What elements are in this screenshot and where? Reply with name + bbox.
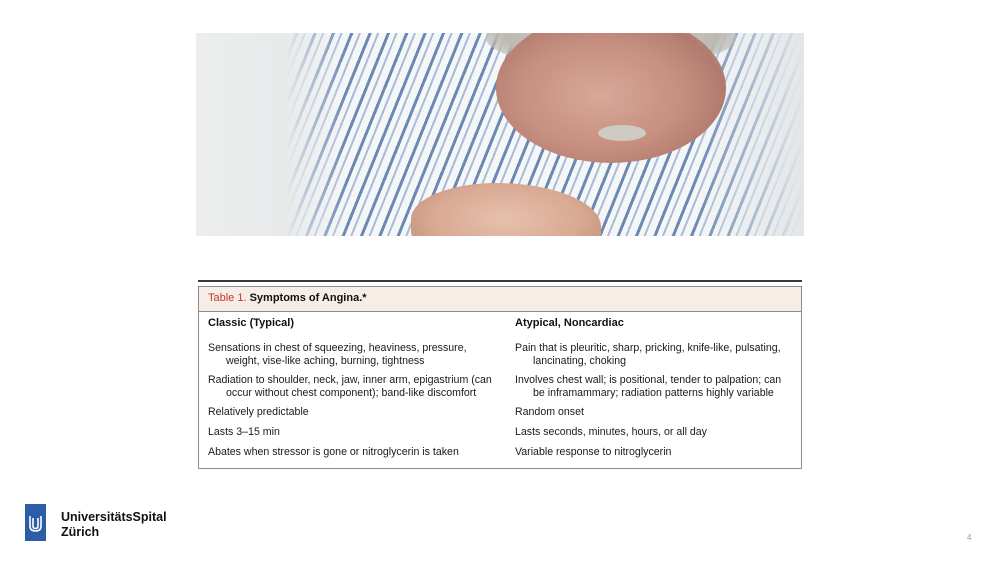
- table-cell: Lasts 3–15 min: [208, 426, 280, 438]
- table-top-rule: [198, 280, 802, 282]
- cell-line: Radiation to shoulder, neck, jaw, inner arm, epigastrium (can: [208, 374, 492, 386]
- cell-line: occur without chest component); band-like discomfort: [226, 387, 477, 399]
- angina-symptoms-table: [198, 280, 802, 470]
- cell-line: Sensations in chest of squeezing, heaviness, pressure,: [208, 342, 467, 354]
- logo-line-2: Zürich: [61, 525, 100, 539]
- table-body: [198, 310, 802, 469]
- page-number: 4: [967, 533, 972, 542]
- table-cell: Abates when stressor is gone or nitroglycerin is taken: [208, 446, 459, 458]
- usz-logo-text: [61, 510, 167, 540]
- table-cell: Relatively predictable: [208, 406, 309, 418]
- usz-logo: [25, 504, 185, 544]
- cell-line: be inframammary; radiation patterns highly variable: [533, 387, 774, 399]
- cell-line: Involves chest wall; is positional, tender to palpation; can: [515, 374, 782, 386]
- table-cell: Variable response to nitroglycerin: [515, 446, 672, 458]
- table-cell: [208, 374, 492, 400]
- table-cell: Lasts seconds, minutes, hours, or all day: [515, 426, 707, 438]
- table-caption-bar: [198, 286, 802, 312]
- cell-line: Pain that is pleuritic, sharp, pricking, knife-like, pulsating,: [515, 342, 781, 354]
- table-caption: [208, 292, 367, 304]
- column-header-atypical: Atypical, Noncardiac: [515, 317, 624, 329]
- cell-line: weight, vise-like aching, burning, tightness: [226, 355, 425, 367]
- table-caption-title: Symptoms of Angina.*: [249, 292, 367, 304]
- table-cell: Random onset: [515, 406, 584, 418]
- cell-line: lancinating, choking: [533, 355, 627, 367]
- column-header-typical: Classic (Typical): [208, 317, 294, 329]
- table-cell: [208, 342, 467, 368]
- table-cell: [515, 342, 781, 368]
- table-caption-number: Table 1.: [208, 292, 247, 304]
- logo-line-1: UniversitätsSpital: [61, 510, 167, 524]
- angina-photo: [196, 33, 804, 236]
- table-cell: [515, 374, 781, 400]
- usz-logo-icon: [25, 504, 46, 541]
